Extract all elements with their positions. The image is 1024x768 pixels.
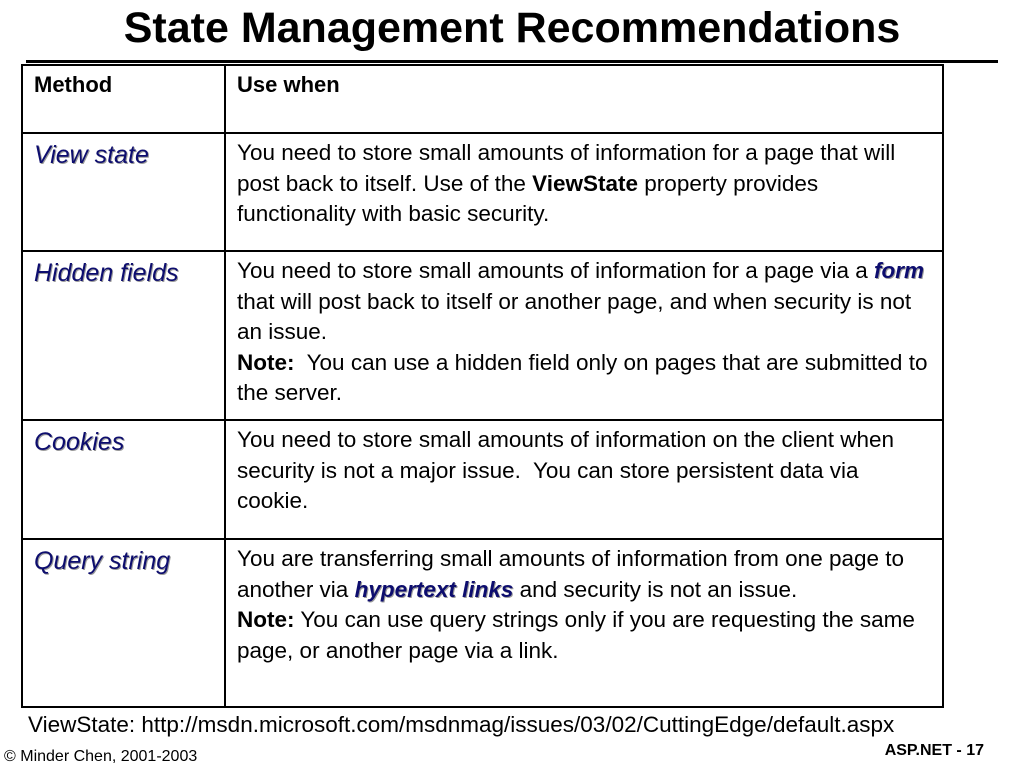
use-when-cell [225,251,943,420]
note-label: Note: [237,607,295,632]
description-text: property provides functionality with basic security. [237,170,819,226]
method-label: View state [34,141,149,169]
column-header-use-when: Use when [225,65,943,133]
keyword-hypertext-links: hypertext links [354,576,514,602]
method-cell [22,251,225,420]
use-when-cell [225,133,943,251]
method-label: Cookies [34,428,125,456]
method-cell [22,420,225,539]
method-label: Hidden fields [34,259,179,287]
title-underline [26,60,998,63]
table-row-view-state [22,133,943,251]
table-row-hidden-fields [22,251,943,420]
description-text: that will post back to itself or another page, and when security is not an issue. [237,288,912,344]
description-text: You need to store small amounts of information on the client when security is not a major issue. You can store persistent data via cookie. [237,427,901,513]
keyword-form: form [874,258,925,283]
method-label: Query string [34,547,171,575]
table-row-query-string [22,539,943,707]
viewstate-reference-link[interactable]: ViewState: http://msdn.microsoft.com/msdnmag/issues/03/02/CuttingEdge/default.aspx [28,712,895,737]
use-when-cell [225,539,943,707]
description-text: You need to store small amounts of information for a page via a [237,258,875,283]
use-when-cell [225,420,943,539]
column-header-method: Method [22,65,225,133]
table-header-row [22,65,943,133]
note-text: You can use query strings only if you are requesting the same page, or another page via a link. [237,607,915,663]
copyright-notice: © Minder Chen, 2001-2003 [4,748,198,765]
table-row-cookies [22,420,943,539]
description-text: You are transferring small amounts of information from one page to another via [237,546,905,602]
note-label: Note: [237,349,295,375]
description-text: You need to store small amounts of information for a page that will post back to itself. Use of the [237,140,896,196]
method-cell [22,133,225,251]
method-cell [22,539,225,707]
slide-page-number: ASP.NET - 17 [884,742,984,759]
keyword-viewstate: ViewState [532,170,639,196]
recommendations-table [21,64,944,708]
slide-title: State Management Recommendations [123,4,901,52]
description-text: and security is not an issue. [513,576,798,602]
note-text: You can use a hidden field only on pages that are submitted to the server. [237,349,934,405]
